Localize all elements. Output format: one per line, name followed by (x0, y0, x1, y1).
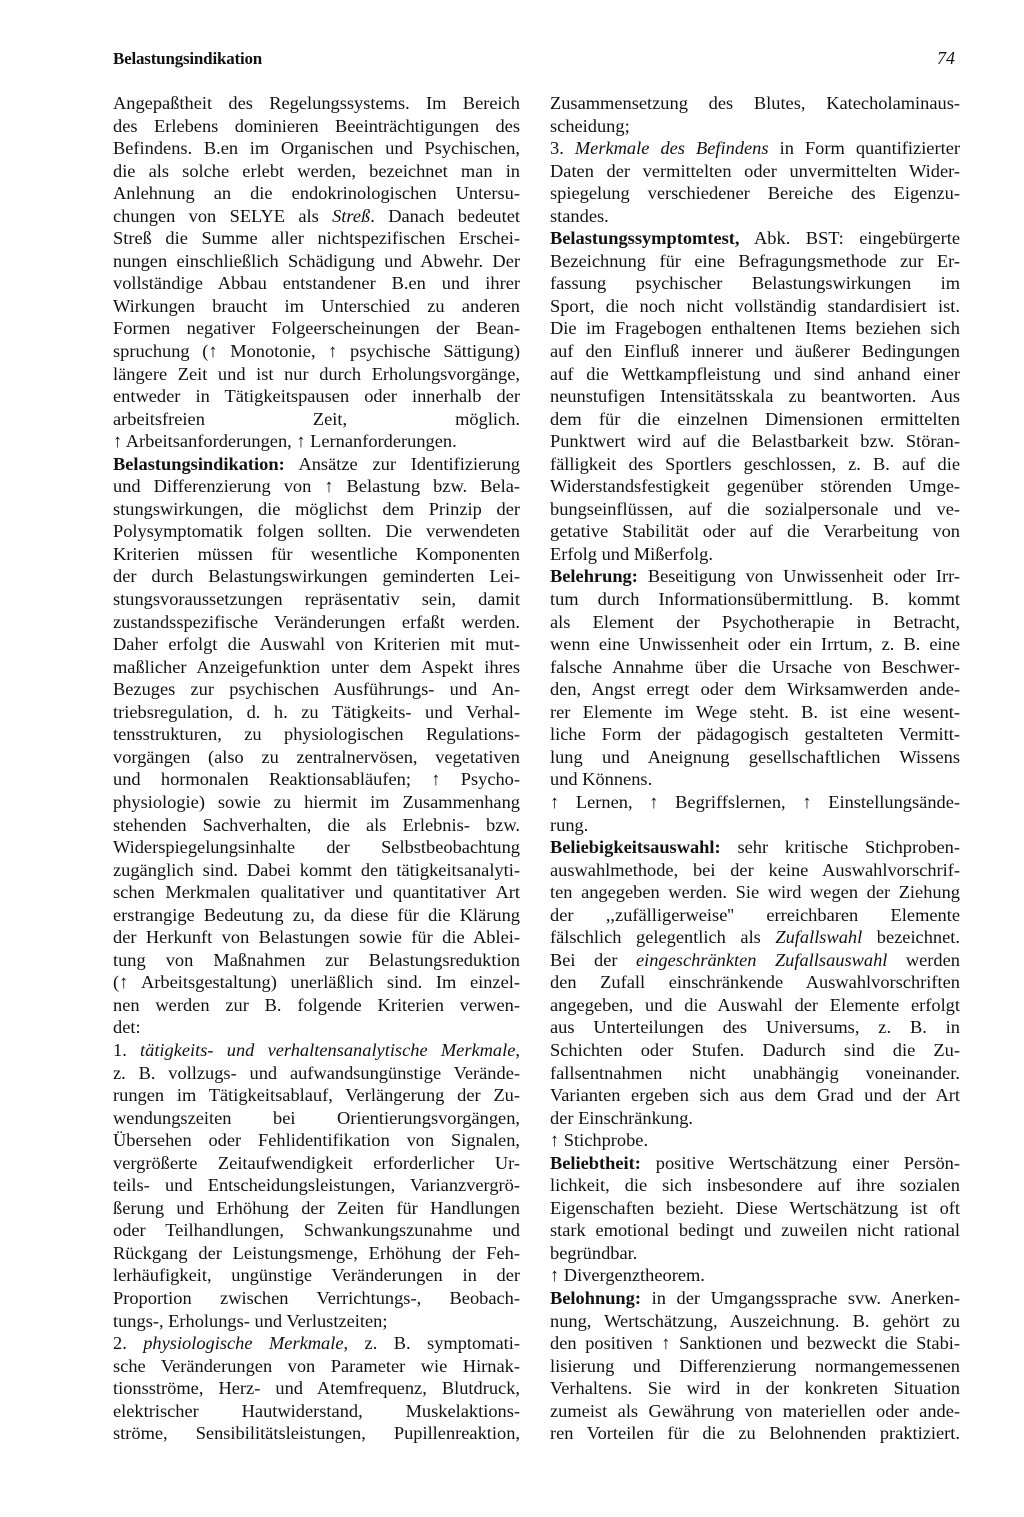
line-text: Erfolg und Mißerfolg. (550, 543, 713, 564)
text-line (550, 1084, 960, 1107)
text-line (550, 926, 960, 949)
text-line (113, 926, 520, 949)
line-text: Anlehnung an die endokrinologischen Untersu- (113, 183, 520, 204)
line-text: als Element der Psychotherapie in Betracht, (550, 611, 960, 632)
text-line (113, 1287, 520, 1310)
line-text: stehenden Sachverhalten, die als Erlebnis- bzw. (113, 814, 520, 835)
text-line (550, 250, 960, 273)
line-text: spruchung (↑ Monotonie, ↑ psychische Sättigung) (113, 341, 520, 362)
line-text: Wirkungen braucht im Unterschied zu anderen (113, 295, 520, 316)
text-line (113, 453, 520, 476)
text-line (113, 498, 520, 521)
text-line (550, 1174, 960, 1197)
text-line (113, 656, 520, 679)
text-line (113, 115, 520, 138)
line-text: Widerspiegelungsinhalte der Selbstbeobachtung (113, 837, 520, 858)
line-text: vollständige Abbau entstandener B.en und ihrer (113, 273, 520, 294)
text-line (550, 1107, 960, 1130)
line-text: chungen von SELYE als (113, 205, 333, 226)
line-text-tail: , z. B. symptomati- (343, 1333, 521, 1354)
line-text: der Einschränkung. (550, 1107, 693, 1128)
line-text: der durch Belastungswirkungen geminderten Lei- (113, 566, 520, 587)
line-text: ↑ Arbeitsanforderungen, ↑ Lernanforderungen. (113, 431, 457, 452)
line-text: nen werden zur B. folgende Kriterien verwen- (113, 994, 520, 1015)
text-line (550, 363, 960, 386)
line-text: Kriterien müssen für wesentliche Komponenten (113, 543, 520, 564)
text-line (550, 1242, 960, 1265)
text-line (550, 272, 960, 295)
text-line (550, 1039, 960, 1062)
text-line (550, 498, 960, 521)
text-line (550, 205, 960, 228)
text-line (550, 836, 960, 859)
text-line (113, 295, 520, 318)
text-line (550, 115, 960, 138)
line-text: triebsregulation, d. h. zu Tätigkeits- und Verhal- (113, 701, 520, 722)
line-text: 3. (550, 138, 575, 159)
line-text: Beseitigung von Unwissenheit oder Irr- (637, 566, 960, 587)
line-text-tail: werden (887, 949, 960, 970)
text-line (550, 520, 960, 543)
text-line (550, 1016, 960, 1039)
text-line (113, 385, 520, 408)
line-text: physiologie) sowie zu hiermit im Zusammenhang (113, 791, 520, 812)
line-text: tionsströme, Herz- und Atemfrequenz, Blutdruck, (113, 1378, 520, 1399)
line-text: Eigenschaften bezieht. Diese Wertschätzung ist oft (550, 1197, 960, 1218)
line-text: Varianten ergeben sich aus dem Grad und der Art (550, 1085, 960, 1106)
text-line (113, 182, 520, 205)
line-text: Rückgang der Leistungsmenge, Erhöhung der Feh- (113, 1242, 520, 1263)
line-text: sche Veränderungen von Parameter wie Hirnak- (113, 1355, 520, 1376)
text-line (550, 385, 960, 408)
text-line (550, 1400, 960, 1423)
line-text: teils- und Entscheidungsleistungen, Varianzvergrö- (113, 1175, 520, 1196)
text-line (550, 1264, 960, 1287)
entry-term: Belastungssymptomtest, (550, 228, 740, 249)
text-line (550, 791, 960, 814)
line-text: stungsvoraussetzungen repräsentativ sein, damit (113, 589, 520, 610)
line-text: ren Vorteilen für die zu Belohnenden praktiziert. (550, 1423, 960, 1444)
line-text: lerhäufigkeit, ungünstige Veränderungen in der (113, 1265, 520, 1286)
line-text: rungen im Tätigkeitsablauf, Verlängerung der Zu- (113, 1085, 520, 1106)
line-text: lung und Aneignung gesellschaftlichen Wissens (550, 746, 960, 767)
emphasis-text: Streß (332, 205, 371, 226)
text-line (113, 1310, 520, 1333)
line-text: zustandsspezifische Veränderungen erfaßt werden. (113, 611, 520, 632)
line-text: rung. (550, 814, 589, 835)
text-line (113, 1264, 520, 1287)
text-line (113, 520, 520, 543)
line-text: Sport, die noch nicht vollständig standardisiert ist. (550, 295, 960, 316)
text-line (550, 317, 960, 340)
line-text: rer Elemente im Wege steht. B. ist eine wesent- (550, 701, 960, 722)
text-line (113, 543, 520, 566)
line-text: Formen negativer Folgeerscheinungen der Bean- (113, 318, 520, 339)
line-text: auf den Einfluß innerer und äußerer Bedingungen (550, 341, 960, 362)
text-line (113, 814, 520, 837)
text-line (550, 227, 960, 250)
text-line (550, 633, 960, 656)
text-line (550, 430, 960, 453)
text-line (550, 994, 960, 1017)
line-text-tail: . Danach bedeutet (370, 205, 521, 226)
left-text-column (113, 92, 520, 1445)
text-line (113, 317, 520, 340)
text-line (113, 92, 520, 115)
text-line (550, 814, 960, 837)
text-line (113, 340, 520, 363)
text-line (113, 1039, 520, 1062)
text-line (550, 182, 960, 205)
line-text: 1. (113, 1039, 141, 1060)
text-line (113, 1129, 520, 1152)
line-text: lisierung und Differenzierung normangemessenen (550, 1355, 960, 1376)
line-text: z. B. vollzugs- und aufwandsungünstige Verände- (113, 1062, 520, 1083)
line-text: vergrößerte Zeitaufwendigkeit erforderlicher Ur- (113, 1152, 520, 1173)
line-text: Daher erfolgt die Auswahl von Kriterien mit mut- (113, 634, 520, 655)
line-text: Schichten oder Stufen. Dadurch sind die Zu- (550, 1039, 960, 1060)
line-text: falsche Annahme über die Ursache von Beschwer- (550, 656, 960, 677)
line-text: in der Umgangssprache svw. Anerken- (640, 1287, 960, 1308)
text-line (113, 205, 520, 228)
running-header-title: Belastungsindikation (113, 49, 263, 68)
line-text: nung, Wertschätzung, Auszeichnung. B. gehört zu (550, 1310, 960, 1331)
text-line (550, 1219, 960, 1242)
text-line (113, 1332, 520, 1355)
line-text: wenn eine Unwissenheit oder ein Irrtum, z. B. eine (550, 634, 960, 655)
text-line (113, 678, 520, 701)
line-text: Polysymptomatik folgen sollten. Die verwendeten (113, 521, 520, 542)
text-line (550, 1129, 960, 1152)
text-line (550, 1377, 960, 1400)
line-text: Verhaltens. Sie wird in der konkreten Situation (550, 1378, 960, 1399)
text-line (113, 836, 520, 859)
line-text: schen Merkmalen qualitativer und quantitativer Art (113, 882, 520, 903)
text-line (550, 949, 960, 972)
text-line (113, 430, 520, 453)
text-line (550, 881, 960, 904)
text-line (113, 1107, 520, 1130)
line-text: fälligkeit des Sportlers geschlossen, z. B. auf die (550, 453, 960, 474)
emphasis-text: tätigkeits- und verhaltensanalytische Merkmale (140, 1039, 516, 1060)
text-line (550, 746, 960, 769)
line-text: ßerung und Erhöhung der Zeiten für Handlungen (113, 1197, 520, 1218)
line-text: die als solche erlebt werden, bezeichnet man in (113, 160, 520, 181)
line-text: ↑ Lernen, ↑ Begriffslernen, ↑ Einstellungsände- (550, 791, 960, 812)
line-text: Punktwert wird auf die Belastbarkeit bzw. Störan- (550, 431, 960, 452)
line-text: maßlicher Anzeigefunktion unter dem Aspekt ihres (113, 656, 520, 677)
text-line (550, 340, 960, 363)
line-text: Daten der vermittelten oder unvermittelten Wider- (550, 160, 960, 181)
text-line (550, 1287, 960, 1310)
line-text: angegeben, und die Auswahl der Elemente erfolgt (550, 994, 960, 1015)
text-line (113, 1174, 520, 1197)
line-text: sehr kritische Stichproben- (720, 837, 960, 858)
line-text: Ansätze zur Identifizierung (284, 453, 520, 474)
line-text: oder Teilhandlungen, Schwankungszunahme und (113, 1220, 520, 1241)
line-text: Die im Fragebogen enthaltenen Items beziehen sich (550, 318, 960, 339)
line-text: ↑ Stichprobe. (550, 1130, 649, 1151)
text-line (113, 408, 520, 431)
emphasis-text: Merkmale des Befindens (574, 138, 769, 159)
line-text: erstrangige Bedeutung zu, da diese für die Klärung (113, 904, 520, 925)
line-text: des Erlebens dominieren Beeinträchtigungen des (113, 115, 520, 136)
line-text: Streß die Summe aller nichtspezifischen Erschei- (113, 228, 520, 249)
text-line (113, 475, 520, 498)
text-line (550, 588, 960, 611)
text-line (550, 1152, 960, 1175)
text-line (113, 859, 520, 882)
line-text: aus Unterteilungen des Universums, z. B. in (550, 1017, 960, 1038)
line-text: tung von Maßnahmen zur Belastungsreduktion (113, 949, 520, 970)
line-text: lichkeit, die sich insbesondere auf ihre sozialen (550, 1175, 960, 1196)
emphasis-text: Zufallswahl (775, 927, 863, 948)
text-line (113, 363, 520, 386)
line-text: Angepaßtheit des Regelungssystems. Im Bereich (113, 93, 520, 113)
right-text-column (550, 92, 960, 1445)
text-line (113, 949, 520, 972)
line-text: fälschlich gelegentlich als (550, 927, 776, 948)
line-text: tensstrukturen, zu physiologischen Regulations- (113, 724, 520, 745)
text-line (113, 746, 520, 769)
line-text: dem für die einzelnen Dimensionen ermittelten (550, 408, 960, 429)
line-text-tail: bezeichnet. (862, 927, 960, 948)
text-line (113, 611, 520, 634)
text-line (550, 1422, 960, 1445)
text-line (550, 475, 960, 498)
text-line (113, 1377, 520, 1400)
text-line (550, 1197, 960, 1220)
text-line (113, 160, 520, 183)
text-line (113, 272, 520, 295)
text-line (113, 904, 520, 927)
text-line (113, 791, 520, 814)
line-text: neunstufigen Intensitätsskala zu beantworten. Aus (550, 386, 960, 407)
text-line (550, 1332, 960, 1355)
line-text: positive Wertschätzung einer Persön- (640, 1152, 960, 1173)
line-text: und Könnens. (550, 769, 653, 790)
text-line (550, 611, 960, 634)
line-text: nungen einschließlich Schädigung und Abwehr. Der (113, 250, 520, 271)
line-text: den Zufall einschränkende Auswahlvorschriften (550, 972, 960, 993)
line-text: der ,,zufälligerweise'' erreichbaren Elemente (550, 904, 960, 925)
line-text: det: (113, 1017, 141, 1038)
line-text: entweder in Tätigkeitspausen oder innerhalb der (113, 386, 520, 407)
text-line (113, 227, 520, 250)
text-line (113, 701, 520, 724)
text-line (550, 904, 960, 927)
text-line (550, 137, 960, 160)
text-line (113, 1422, 520, 1445)
line-text: ströme, Sensibilitätsleistungen, Pupillenreaktion, (113, 1423, 520, 1444)
text-line (113, 1152, 520, 1175)
text-line (113, 994, 520, 1017)
line-text: auf die Wettkampfleistung und sind anhand einer (550, 363, 960, 384)
text-line (113, 633, 520, 656)
text-line (113, 565, 520, 588)
line-text: der Herkunft von Belastungen sowie für die Ablei- (113, 927, 520, 948)
text-line (550, 453, 960, 476)
entry-term: Belehrung: (550, 566, 638, 587)
text-line (113, 250, 520, 273)
text-line (550, 92, 960, 115)
line-text: Abk. BST: eingebürgerte (739, 228, 960, 249)
line-text: wendungszeiten bei Orientierungsvorgängen, (113, 1107, 520, 1128)
text-line (550, 160, 960, 183)
text-line (113, 768, 520, 791)
line-text: Übersehen oder Fehlidentifikation von Signalen, (113, 1130, 520, 1151)
text-line (550, 723, 960, 746)
line-text: scheidung; (550, 115, 630, 136)
line-text: ↑ Divergenztheorem. (550, 1265, 705, 1286)
text-line (113, 1016, 520, 1039)
text-line (113, 1219, 520, 1242)
line-text: vorgängen (also zu zentralnervösen, vegetativen (113, 746, 520, 767)
text-line (550, 543, 960, 566)
text-line (550, 295, 960, 318)
line-text: liche Form der pädagogisch gestalteten Vermitt- (550, 724, 960, 745)
text-line (113, 1400, 520, 1423)
line-text: stungswirkungen, die möglichst dem Prinzip der (113, 498, 520, 519)
line-text: (↑ Arbeitsgestaltung) unerläßlich sind. Im einzel- (113, 972, 520, 993)
text-line (113, 1242, 520, 1265)
line-text: bungseinflüssen, auf die sozialpersonale und ve- (550, 498, 960, 519)
text-line (113, 1197, 520, 1220)
line-text: getative Stabilität oder auf die Verarbeitung von (550, 521, 960, 542)
line-text: zumeist als Gewährung von materiellen oder ande- (550, 1400, 960, 1421)
line-text: Zusammensetzung des Blutes, Katecholaminaus- (550, 93, 960, 113)
emphasis-text: eingeschränkten Zufallsauswahl (635, 949, 888, 970)
text-line (550, 565, 960, 588)
text-line (113, 137, 520, 160)
line-text: standes. (550, 205, 609, 226)
line-text-tail: in Form quantifizierter (768, 138, 960, 159)
text-line (113, 1084, 520, 1107)
line-text: fassung psychischer Belastungswirkungen im (550, 273, 960, 294)
text-line (550, 408, 960, 431)
line-text: ten angegeben werden. Sie wird wegen der Ziehung (550, 882, 960, 903)
line-text: Bezuges zur psychischen Ausführungs- und An- (113, 679, 520, 700)
text-line (550, 971, 960, 994)
text-line (113, 1062, 520, 1085)
line-text: Befindens. B.en im Organischen und Psychischen, (113, 138, 520, 159)
line-text: zugänglich sind. Dabei kommt den tätigkeitsanalyti- (113, 859, 520, 880)
line-text: Bezeichnung für eine Befragungsmethode zur Er- (550, 250, 960, 271)
line-text: den, Angst erregt oder dem Wirksamwerden ande- (550, 679, 960, 700)
entry-term: Belohnung: (550, 1287, 641, 1308)
text-line (550, 701, 960, 724)
line-text: tum durch Informationsübermittlung. B. kommt (550, 589, 960, 610)
text-line (550, 1355, 960, 1378)
line-text: Proportion zwischen Verrichtungs-, Beobach- (113, 1287, 520, 1308)
line-text: und Differenzierung von ↑ Belastung bzw. Bela- (113, 476, 520, 497)
line-text: Bei der (550, 949, 636, 970)
line-text: den positiven ↑ Sanktionen und bezweckt die Stabi- (550, 1333, 960, 1354)
text-line (550, 656, 960, 679)
line-text: spiegelung verschiedener Bereiche des Eigenzu- (550, 183, 960, 204)
entry-term: Belastungsindikation: (113, 453, 285, 474)
line-text: fallsentnahmen nicht unabhängig voneinander. (550, 1062, 960, 1083)
emphasis-text: physiologische Merkmale (143, 1333, 344, 1354)
text-line (550, 678, 960, 701)
text-line (113, 723, 520, 746)
text-line (113, 971, 520, 994)
line-text: elektrischer Hautwiderstand, Muskelaktions- (113, 1400, 520, 1421)
line-text: und hormonalen Reaktionsabläufen; ↑ Psycho- (113, 769, 520, 790)
line-text: stark emotional bedingt und zuweilen nicht rational (550, 1220, 960, 1241)
text-line (113, 881, 520, 904)
line-text-tail: , (515, 1039, 520, 1060)
entry-term: Beliebtheit: (550, 1152, 641, 1173)
entry-term: Beliebigkeitsauswahl: (550, 837, 721, 858)
text-line (550, 1062, 960, 1085)
line-text: auswahlmethode, bei der keine Auswahlvorschrif- (550, 859, 960, 880)
text-line (550, 768, 960, 791)
line-text: Widerstandsfestigkeit gegenüber störenden Umge- (550, 476, 960, 497)
text-line (113, 1355, 520, 1378)
line-text: arbeitsfreien Zeit, möglich. (113, 408, 520, 429)
page-number: 74 (937, 48, 955, 68)
text-line (550, 859, 960, 882)
line-text: 2. (113, 1333, 144, 1354)
line-text: längere Zeit und ist nur durch Erholungsvorgänge, (113, 363, 520, 384)
text-line (550, 1310, 960, 1333)
line-text: begründbar. (550, 1242, 638, 1263)
text-line (113, 588, 520, 611)
line-text: tungs-, Erholungs- und Verlustzeiten; (113, 1310, 388, 1331)
